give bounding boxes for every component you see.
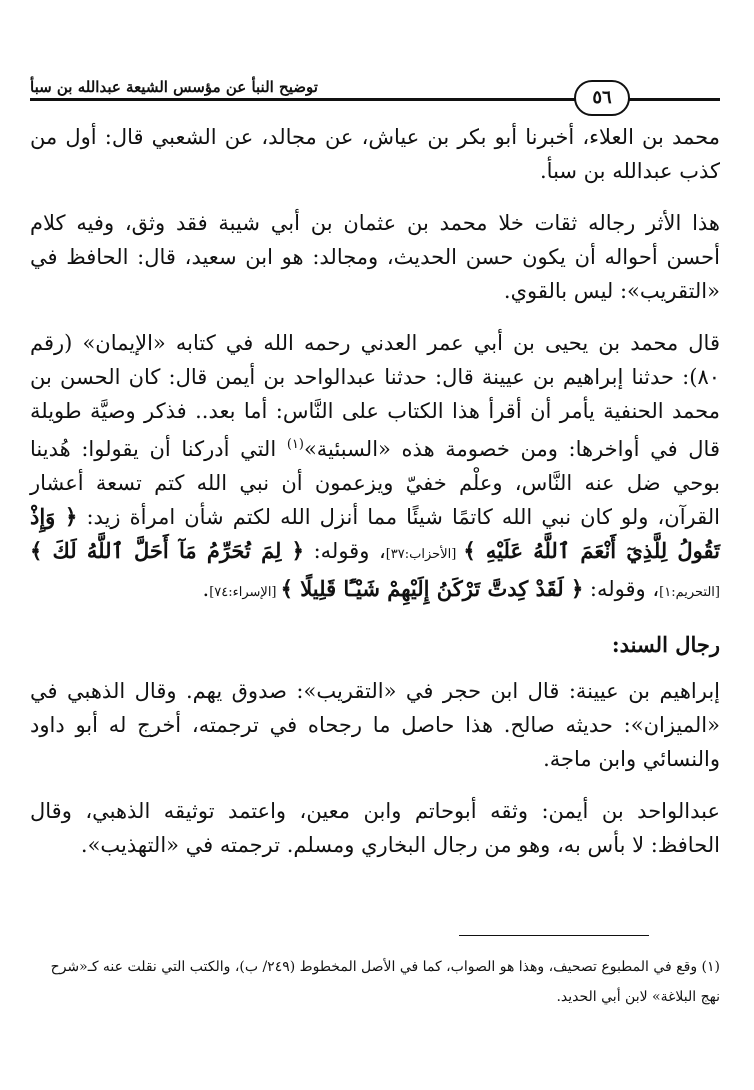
paragraph-3 (30, 326, 720, 610)
quran-verse-3: ﴿ لَقَدْ كِدتَّ تَرْكَنُ إِلَيْهِمْ شَيْـًٔا قَلِيلًا ﴾ (280, 576, 584, 601)
footnote: (١) وقع في المطبوع تصحيف، وهذا هو الصواب، كما في الأصل المخطوط (٢٤٩/ ب)، والكتب التي نقلت عنه كـ«شرح نهج البلاغة» لابن أبي الحديد. (50, 959, 720, 1005)
paragraph-3-part-c: ، وقوله: (303, 539, 386, 563)
section-title: رجال السند: (611, 632, 720, 657)
paragraph-1: محمد بن العلاء، أخبرنا أبو بكر بن عياش، عن مجالد، عن الشعبي قال: أول من كذب عبدالله بن سبأ. (30, 125, 720, 183)
verse-ref-2: [التحريم:١] (659, 585, 720, 600)
verse-ref-1: [الأحزاب:٣٧] (385, 547, 464, 562)
footnote-separator (459, 935, 649, 936)
running-title: توضيح النبأ عن مؤسس الشيعة عبدالله بن سبأ (30, 78, 326, 96)
paragraph-4: إبراهيم بن عيينة: قال ابن حجر في «التقريب»: صدوق يهم. وقال الذهبي في «الميزان»: حديثه صالح. هذا حاصل ما رجحاه في ترجمته، أخرج له أبو داود والنسائي وابن ماجة. (30, 679, 720, 771)
paragraph-3-part-d: ، وقوله: (583, 577, 660, 601)
paragraph-3-part-b: التي أدركنا أن يقولوا: هُدينا بوحي ضل عنه النَّاس، وعلْم خفيّ ويزعمون أن نبي الله كتم تسعة أعشار القرآن، ولو كان نبي الله كاتمًا شيئًا مما أنزل الله لكتم شأن امرأة زيد: (30, 437, 720, 529)
quran-verse-2: ﴿ لِمَ تُحَرِّمُ مَآ أَحَلَّ ٱللَّهُ لَكَ ﴾ (30, 538, 304, 563)
paragraph-3-part-e: . (202, 577, 210, 601)
footnote-marker: (١) (286, 437, 304, 452)
verse-ref-3: [الإسراء:٧٤] (209, 585, 281, 600)
paragraph-2: هذا الأثر رجاله ثقات خلا محمد بن عثمان بن أبي شيبة فقد وثق، وفيه كلام أحسن أحواله أن يكون حسن الحديث، ومجالد: هو ابن سعيد، قال: الحافظ في «التقريب»: ليس بالقوي. (30, 211, 720, 303)
page-body (30, 120, 720, 880)
paragraph-5: عبدالواحد بن أيمن: وثقه أبوحاتم وابن معين، واعتمد توثيقه الذهبي، وقال الحافظ: لا بأس به، وهو من رجال البخاري ومسلم. ترجمته في «التهذيب». (30, 799, 720, 857)
paragraph-3-part-a: قال محمد بن يحيى بن أبي عمر العدني رحمه الله في كتابه «الإيمان» (رقم ٨٠): حدثنا إبراهيم بن عيينة قال: حدثنا عبدالواحد بن أيمن قال: كان الحسن بن محمد الحنفية يأمر أن أقرأ هذا الكتاب على النَّاس: أما بعد.. فذكر وصيَّة طويلة قال في أواخرها: ومن خصومة هذه «السبئية» (30, 331, 720, 461)
page-number: ٥٦ (574, 80, 630, 116)
quran-verse-1: ﴿ وَإِذْ تَقُولُ لِلَّذِيٓ أَنْعَمَ ٱللَّهُ عَلَيْهِ ﴾ (30, 504, 720, 563)
page-header (30, 70, 720, 116)
